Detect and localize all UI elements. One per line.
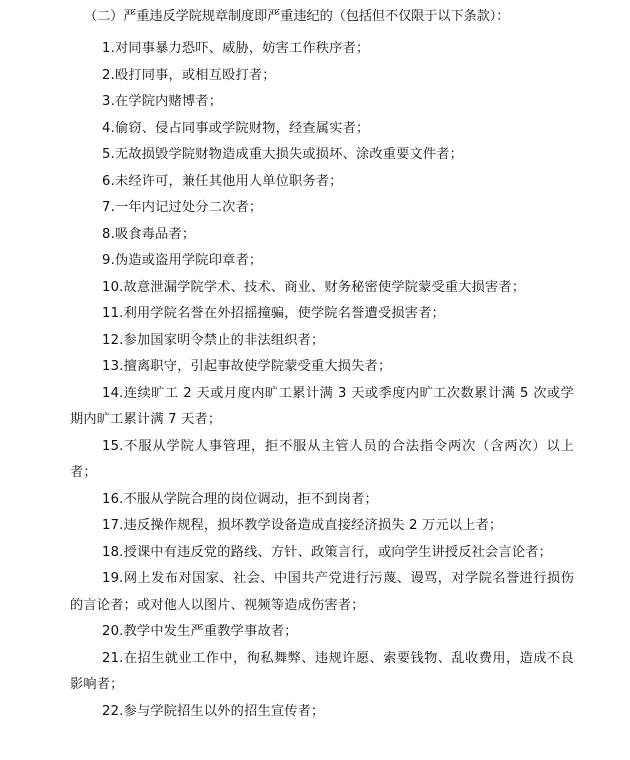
item-text: 无故损毁学院财物造成重大损失或损坏、涂改重要文件者； (114, 147, 464, 162)
list-item (0, 513, 630, 540)
list-item (0, 328, 630, 355)
item-number: 21. (102, 650, 124, 666)
item-text: 擅离职守，引起事故使学院蒙受重大损失者； (123, 359, 392, 374)
list-item (0, 195, 630, 222)
list-item (0, 354, 630, 381)
item-text: 偷窃、侵占同事或学院财物，经查属实者； (114, 120, 370, 136)
item-number: 3. (102, 94, 115, 109)
item-number: 15. (102, 438, 124, 454)
item-number: 14. (102, 385, 124, 401)
item-text: 吸食毒品者； (114, 226, 196, 242)
item-text: 在学院内赌博者； (114, 94, 223, 109)
item-number: 5. (102, 147, 115, 162)
item-text: 不服从学院合理的岗位调动，拒不到岗者； (123, 491, 378, 507)
item-number: 9. (102, 253, 115, 268)
item-number: 22. (102, 703, 124, 719)
list-item (0, 381, 630, 434)
list-item (0, 222, 630, 249)
list-item (0, 36, 630, 63)
item-text: 殴打同事，或相互殴打者； (114, 67, 276, 83)
item-number: 7. (102, 200, 115, 215)
item-number: 18. (102, 544, 124, 560)
item-number: 4. (102, 120, 115, 136)
item-number: 13. (102, 359, 124, 374)
clause-list (0, 36, 630, 725)
item-number: 1. (102, 41, 115, 56)
list-item (0, 89, 630, 116)
item-text: 故意泄漏学院学术、技术、商业、财务秘密使学院蒙受重大损害者； (123, 279, 526, 295)
list-item (0, 116, 630, 143)
item-number: 19. (102, 571, 124, 586)
item-number: 12. (102, 332, 124, 348)
item-text: 违反操作规程，损坏教学设备造成直接经济损失 2 万元以上者； (123, 518, 503, 533)
item-text: 教学中发生严重教学事故者； (123, 624, 298, 639)
list-item (0, 434, 630, 487)
item-text: 参与学院招生以外的招生宣传者； (123, 703, 325, 719)
list-item (0, 619, 630, 646)
list-item (0, 566, 630, 619)
item-text: 参加国家明令禁止的非法组织者； (123, 332, 325, 348)
item-text: 一年内记过处分二次者； (114, 200, 263, 215)
section-heading: （二）严重违反学院规章制度即严重违纪的（包括但不仅限于以下条款）： (84, 9, 510, 24)
item-text: 连续旷工 2 天或月度内旷工累计满 3 天或季度内旷工次数累计满 5 次或学期内旷工累计满 7 天者； (70, 385, 574, 427)
item-text: 授课中有违反党的路线、方针、政策言行，或向学生讲授反社会言论者； (123, 544, 552, 560)
item-number: 10. (102, 279, 124, 295)
item-text: 在招生就业工作中，徇私舞弊、违规许愿、索要钱物、乱收费用，造成不良影响者； (70, 650, 574, 692)
item-text: 利用学院名誉在外招摇撞骗，使学院名誉遭受损害者； (123, 306, 445, 321)
list-item (0, 487, 630, 514)
list-item (0, 699, 630, 726)
item-number: 11. (102, 306, 124, 321)
item-text: 未经许可，兼任其他用人单位职务者； (114, 173, 343, 189)
item-text: 伪造或盗用学院印章者； (114, 253, 263, 268)
list-item (0, 540, 630, 567)
item-number: 20. (102, 624, 124, 639)
list-item (0, 248, 630, 275)
item-number: 6. (102, 173, 115, 189)
list-item (0, 63, 630, 90)
list-item (0, 301, 630, 328)
item-text: 对同事暴力恐吓、威胁，妨害工作秩序者； (114, 41, 370, 56)
item-text: 网上发布对国家、社会、中国共产党进行污蔑、谩骂，对学院名誉进行损伤的言论者；或对他人以图片、视频等造成伤害者； (70, 571, 574, 613)
item-number: 2. (102, 67, 115, 83)
item-number: 17. (102, 518, 124, 533)
item-text: 不服从学院人事管理，拒不服从主管人员的合法指令两次（含两次）以上者； (70, 438, 574, 480)
list-item (0, 275, 630, 302)
list-item (0, 169, 630, 196)
item-number: 16. (102, 491, 124, 507)
item-number: 8. (102, 226, 115, 242)
list-item (0, 646, 630, 699)
list-item (0, 142, 630, 169)
